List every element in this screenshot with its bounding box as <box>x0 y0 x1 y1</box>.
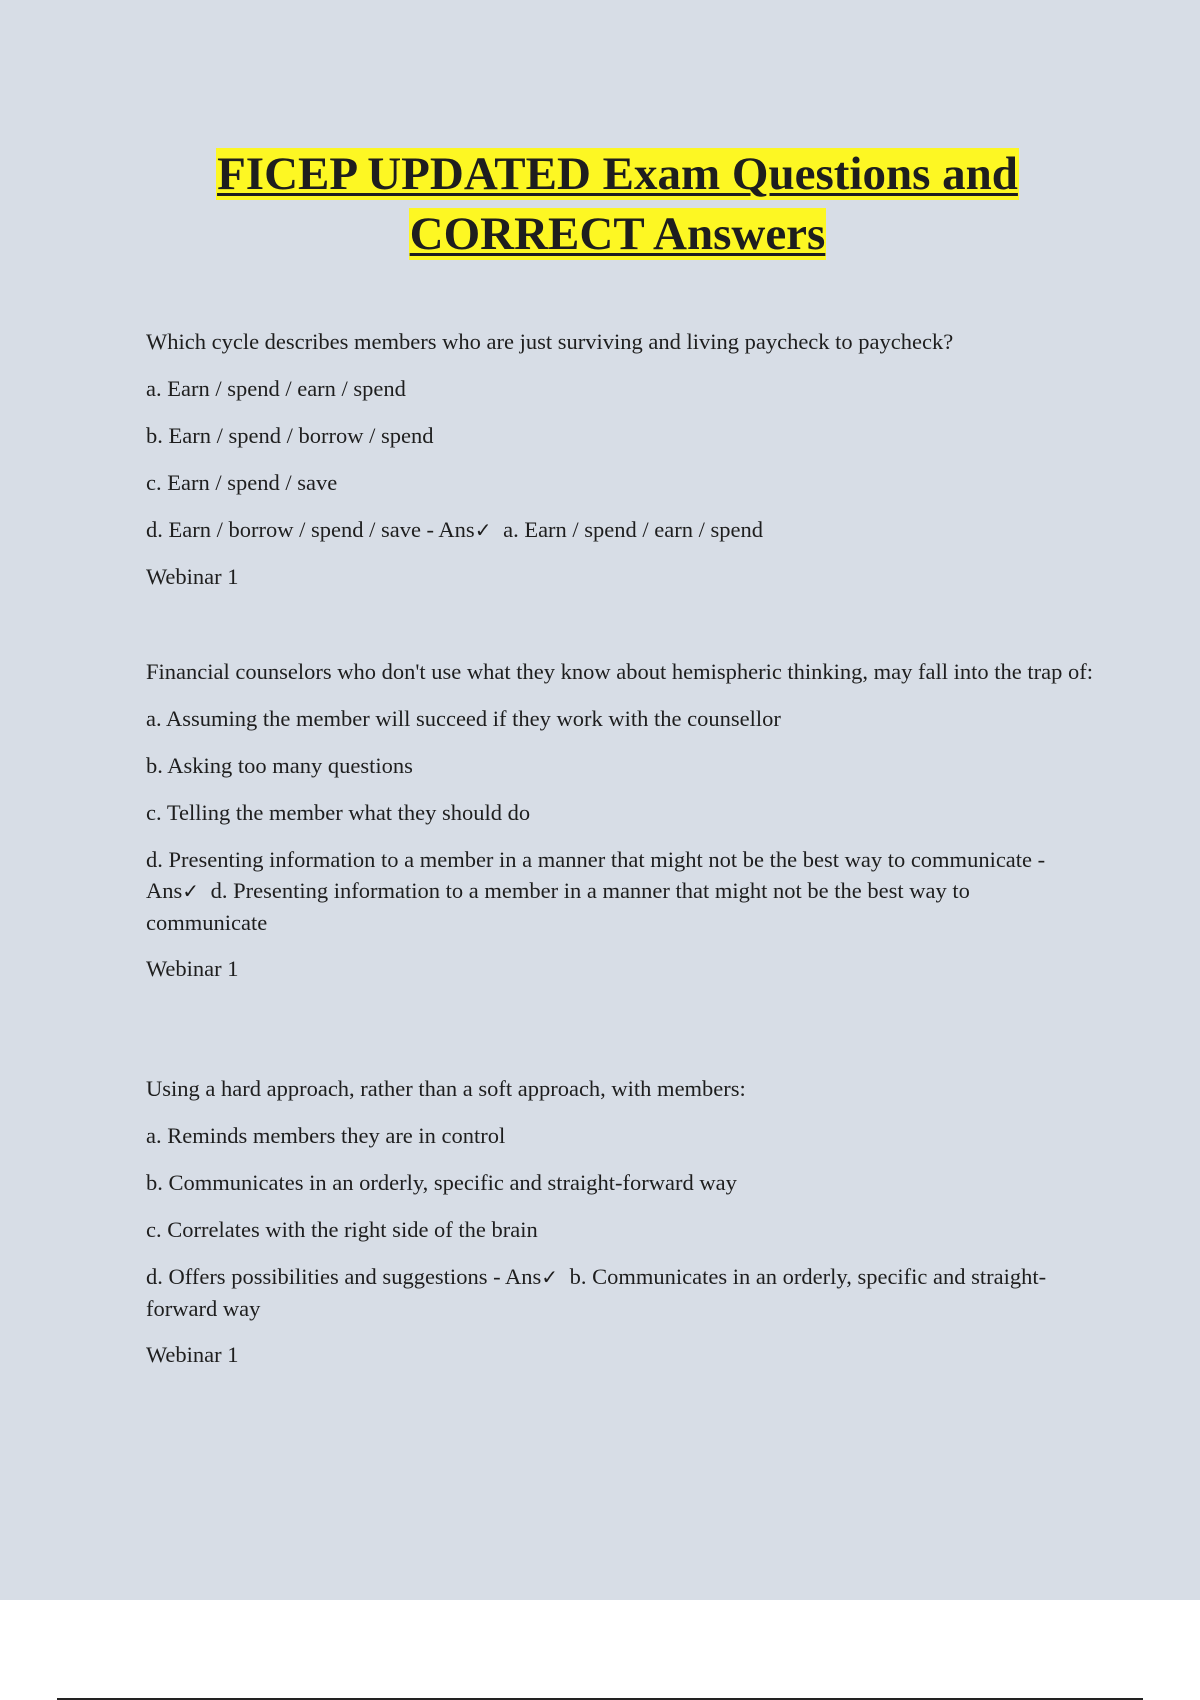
option-c: c. Earn / spend / save <box>146 470 338 495</box>
question-text: Which cycle describes members who are just surviving and living paycheck to paycheck? <box>146 329 954 354</box>
option-a: a. Reminds members they are in control <box>146 1123 506 1148</box>
option-d-with-answer <box>146 514 1096 546</box>
source-label: Webinar 1 <box>146 956 239 981</box>
source-label: Webinar 1 <box>146 564 239 589</box>
checkmark-icon: ✓ <box>474 518 492 542</box>
option-c: c. Correlates with the right side of the brain <box>146 1217 538 1242</box>
option-b: b. Communicates in an orderly, specific and straight-forward way <box>146 1170 737 1195</box>
option-a: a. Assuming the member will succeed if they work with the counsellor <box>146 706 781 731</box>
title-line-1: FICEP UPDATED Exam Questions and <box>217 148 1018 200</box>
option-c: c. Telling the member what they should do <box>146 800 531 825</box>
question-text: Using a hard approach, rather than a soft approach, with members: <box>146 1076 746 1101</box>
correct-answer: a. Earn / spend / earn / spend <box>503 517 764 542</box>
title-line-2: CORRECT Answers <box>409 208 826 260</box>
option-d-with-answer <box>146 844 1096 938</box>
checkmark-icon: ✓ <box>182 879 200 903</box>
correct-answer: b. Communicates in an orderly, specific and straight-forward way <box>146 1264 1047 1321</box>
correct-answer: d. Presenting information to a member in a manner that might not be the best way to communicate <box>146 878 970 935</box>
option-d: d. Earn / borrow / spend / save - Ans <box>146 517 475 542</box>
document-title <box>0 144 1200 264</box>
source-label: Webinar 1 <box>146 1342 239 1367</box>
option-d-with-answer <box>146 1261 1096 1324</box>
option-b: b. Asking too many questions <box>146 753 413 778</box>
question-block-1 <box>146 326 1096 592</box>
checkmark-icon: ✓ <box>541 1265 558 1289</box>
option-b: b. Earn / spend / borrow / spend <box>146 423 434 448</box>
question-block-2 <box>146 656 1096 984</box>
option-a: a. Earn / spend / earn / spend <box>146 376 406 401</box>
question-text: Financial counselors who don't use what they know about hemispheric thinking, may fall into the trap of: <box>146 659 1093 684</box>
option-d: d. Offers possibilities and suggestions - Ans <box>146 1264 542 1289</box>
option-d: d. Presenting information to a member in a manner that might not be the best way to communicate - Ans <box>146 847 1046 903</box>
question-block-3 <box>146 1073 1096 1370</box>
